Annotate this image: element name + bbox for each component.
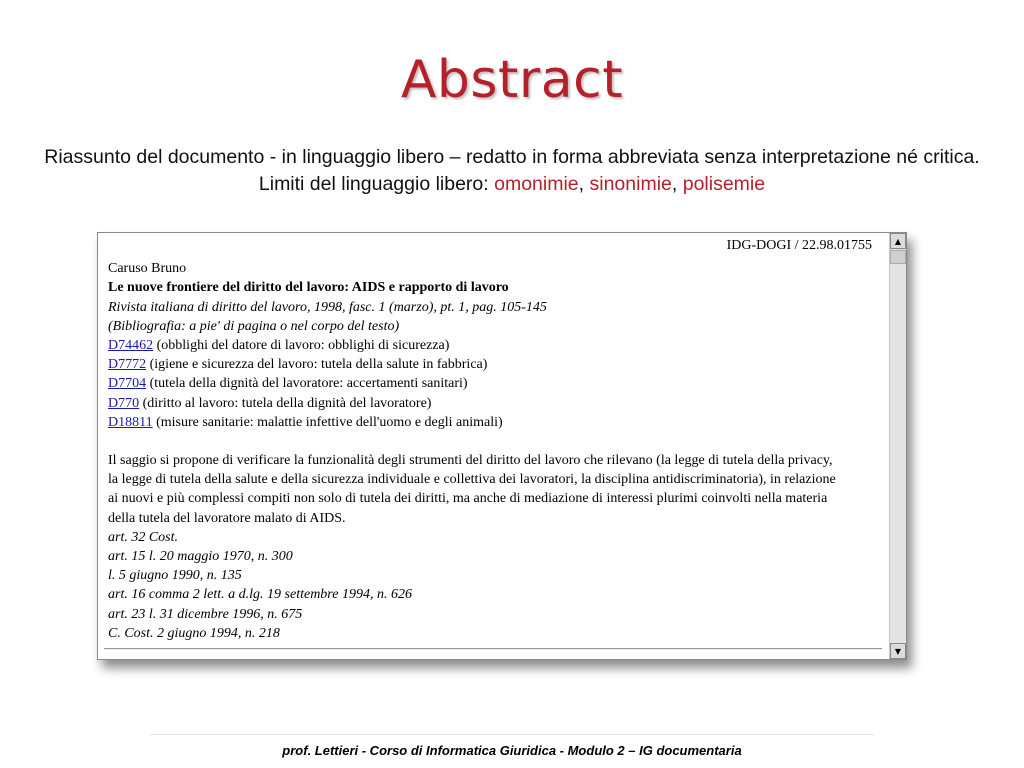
arrow-down-icon: ▼ bbox=[894, 646, 902, 656]
limit-polisemie: polisemie bbox=[682, 173, 766, 195]
classification-link[interactable]: D7772 bbox=[108, 357, 147, 373]
classification-row bbox=[108, 374, 878, 393]
spacer bbox=[108, 432, 878, 451]
classification-row bbox=[108, 336, 878, 355]
abstract-line: la legge di tutela della salute e della sicurezza individuale e collettiva dei lavoratori, la disciplina antidiscriminatoria), in relazione bbox=[108, 472, 836, 488]
classification-desc: (misure sanitarie: malattie infettive dell'uomo e degli animali) bbox=[152, 414, 503, 430]
record-title: Le nuove frontiere del diritto del lavoro: AIDS e rapporto di lavoro bbox=[108, 280, 509, 296]
footer-divider bbox=[150, 734, 874, 735]
scroll-up-button[interactable] bbox=[890, 233, 906, 249]
classification-link[interactable]: D770 bbox=[108, 395, 140, 411]
legislation-item: art. 16 comma 2 lett. a d.lg. 19 settembre 1994, n. 626 bbox=[108, 587, 412, 603]
classification-link[interactable]: D7704 bbox=[108, 376, 147, 392]
record-reference: IDG-DOGI / 22.98.01755 bbox=[726, 238, 872, 253]
classification-desc: (tutela della dignità del lavoratore: accertamenti sanitari) bbox=[146, 376, 468, 392]
classification-desc: (igiene e sicurezza del lavoro: tutela della salute in fabbrica) bbox=[146, 357, 488, 373]
record-bibliography: (Bibliografia: a pie' di pagina o nel corpo del testo) bbox=[108, 318, 400, 334]
record-author: Caruso Bruno bbox=[108, 261, 187, 277]
separator: , bbox=[671, 173, 683, 195]
vertical-scrollbar[interactable] bbox=[889, 233, 906, 659]
scrollbar-thumb[interactable] bbox=[890, 250, 906, 264]
legislation-item: C. Cost. 2 giugno 1994, n. 218 bbox=[108, 625, 280, 641]
document-window bbox=[97, 232, 907, 660]
scroll-down-button[interactable] bbox=[890, 643, 906, 659]
arrow-up-icon: ▲ bbox=[894, 236, 902, 246]
abstract-line: della tutela del lavoratore malato di AIDS. bbox=[108, 510, 346, 526]
slide-title: Abstract bbox=[400, 50, 624, 110]
legislation-item: art. 32 Cost. bbox=[108, 529, 179, 545]
classification-desc: (obblighi del datore di lavoro: obblighi di sicurezza) bbox=[153, 338, 450, 354]
classification-link[interactable]: D18811 bbox=[108, 414, 153, 430]
limit-omonimie: omonimie bbox=[494, 173, 579, 195]
slide-footer: prof. Lettieri - Corso di Informatica Giuridica - Modulo 2 – IG documentaria bbox=[282, 743, 742, 758]
classification-row bbox=[108, 413, 878, 432]
subtitle-text: Riassunto del documento - in linguaggio libero – redatto in forma abbreviata senza interpretazione né critica. Limiti del linguaggio libero: bbox=[44, 146, 980, 195]
classification-desc: (diritto al lavoro: tutela della dignità del lavoratore) bbox=[139, 395, 432, 411]
abstract-line: Il saggio si propone di verificare la funzionalità degli strumenti del diritto del lavoro che rilevano (la legge di tutela della privacy, bbox=[108, 453, 833, 469]
record-source: Rivista italiana di diritto del lavoro, 1998, fasc. 1 (marzo), pt. 1, pag. 105-145 bbox=[108, 299, 547, 315]
classification-row bbox=[108, 355, 878, 374]
legislation-item: l. 5 giugno 1990, n. 135 bbox=[108, 568, 242, 584]
slide-subtitle bbox=[40, 144, 984, 198]
classification-row bbox=[108, 394, 878, 413]
limit-sinonimie: sinonimie bbox=[589, 173, 672, 195]
abstract-line: ai nuovi e più complessi compiti non solo di tutela dei diritti, ma anche di mediazione di interessi plurimi coinvolti nella materia bbox=[108, 491, 828, 507]
legislation-item: art. 23 l. 31 dicembre 1996, n. 675 bbox=[108, 606, 303, 622]
classification-link[interactable]: D74462 bbox=[108, 338, 154, 354]
separator: , bbox=[578, 173, 590, 195]
legislation-item: art. 15 l. 20 maggio 1970, n. 300 bbox=[108, 549, 293, 565]
separator-line bbox=[104, 648, 882, 650]
document-record bbox=[98, 233, 888, 659]
